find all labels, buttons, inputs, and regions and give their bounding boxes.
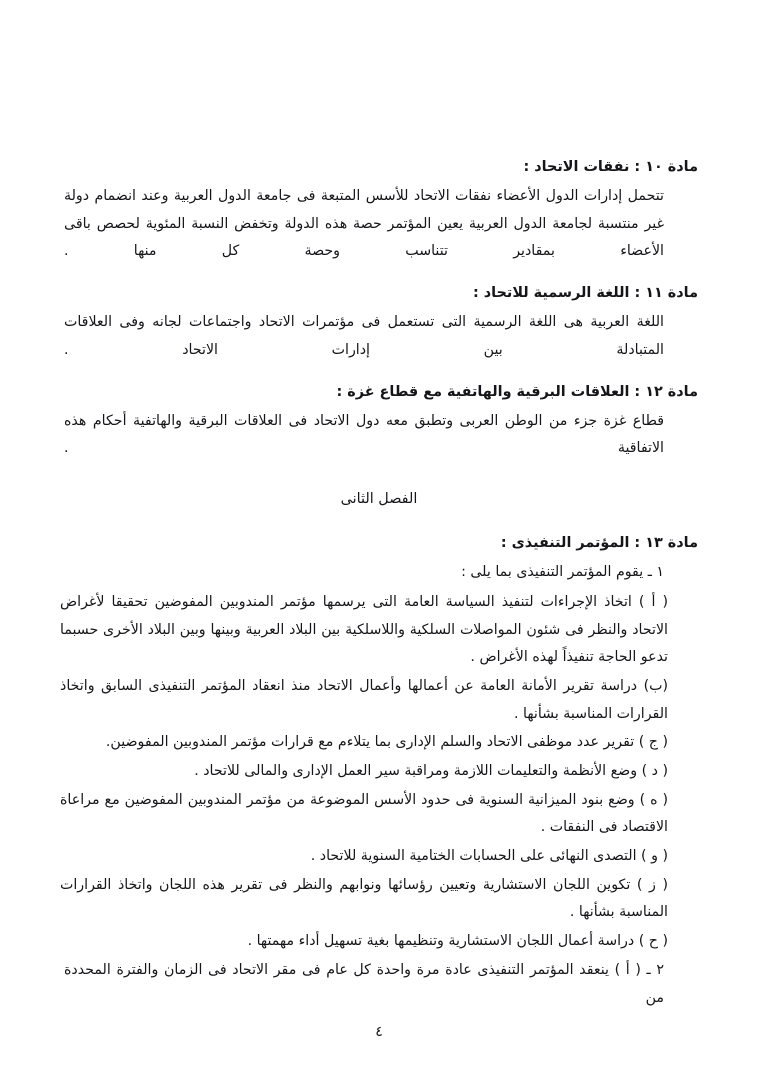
article-13-closing: ٢ ـ ( أ ) ينعقد المؤتمر التنفيذى عادة مرة واحدة كل عام فى مقر الاتحاد فى الزمان والفترة المحددة من xyxy=(64,961,664,1006)
list-item: (ب) دراسة تقرير الأمانة العامة عن أعمالها وأعمال الاتحاد منذ انعقاد المؤتمر التنفيذى السابق واتخاذ القرارات المناسبة بشأنها . xyxy=(60,677,668,722)
article-13-intro: ١ ـ يقوم المؤتمر التنفيذى بما يلى : xyxy=(461,564,664,581)
list-item: ( د ) وضع الأنظمة والتعليمات اللازمة ومراقبة سير العمل الإدارى والمالى للاتحاد . xyxy=(194,763,668,780)
document-body xyxy=(60,153,698,1012)
page-number: ٤ xyxy=(375,1024,383,1040)
article-10-heading: مادة ١٠ : نفقات الاتحاد : xyxy=(523,159,698,175)
list-item: ( ز ) تكوين اللجان الاستشارية وتعيين رؤسائها ونوابهم والنظر فى تقرير هذه اللجان واتخاذ القرارات المناسبة بشأنها . xyxy=(60,876,668,921)
list-item: ( و ) التصدى النهائى على الحسابات الختامية السنوية للاتحاد . xyxy=(310,848,668,865)
article-12-paragraph: قطاع غزة جزء من الوطن العربى وتطبق معه دول الاتحاد فى العلاقات البرقية والهاتفية أحكام هذه الاتفاقية . xyxy=(64,412,664,457)
article-10 xyxy=(60,153,698,266)
list-item: ( ه ) وضع بنود الميزانية السنوية فى حدود الأسس الموضوعة من مؤتمر المندوبين المفوضين مع مراعاة الاقتصاد فى النفقات . xyxy=(60,791,668,836)
list-item: ( ح ) دراسة أعمال اللجان الاستشارية وتنظيمها بغية تسهيل أداء مهمتها . xyxy=(247,933,668,950)
article-12 xyxy=(60,378,698,463)
article-13 xyxy=(60,529,698,1012)
list-item: ( أ ) اتخاذ الإجراءات لتنفيذ السياسة العامة التى يرسمها مؤتمر المندوبين المفوضين تحقيقا لأغراض الاتحاد والنظر فى شئون المواصلات السلكية واللاسلكية بين البلاد العربية وبينها وبين البلاد الأخرى حسبما تدعو الحاجة تنفيذاً لهذه الأغراض . xyxy=(60,593,668,666)
article-10-paragraph: تتحمل إدارات الدول الأعضاء نفقات الاتحاد للأسس المتبعة فى جامعة الدول العربية وعند انضمام دولة غير منتسبة لجامعة الدول العربية يعين المؤتمر حصة هذه الدولة وتخفض النسبة المئوية لحصص باقى الأعضاء بمقادير تتناسب وحصة كل منها . xyxy=(64,188,664,260)
article-11-paragraph: اللغة العربية هى اللغة الرسمية التى تستعمل فى مؤتمرات الاتحاد واجتماعات لجانه وفى العلاقات المتبادلة بين إدارات الاتحاد . xyxy=(64,314,664,358)
article-12-heading: مادة ١٢ : العلاقات البرقية والهاتفية مع قطاع غزة : xyxy=(336,383,698,400)
chapter-title: الفصل الثانى xyxy=(340,491,418,508)
article-11 xyxy=(60,279,698,364)
list-item: ( ج ) تقرير عدد موظفى الاتحاد والسلم الإدارى بما يتلاءم مع قرارات مؤتمر المندوبين المفوضين. xyxy=(105,734,668,751)
article-11-heading: مادة ١١ : اللغة الرسمية للاتحاد : xyxy=(473,285,698,302)
article-13-heading: مادة ١٣ : المؤتمر التنفيذى : xyxy=(500,535,698,552)
